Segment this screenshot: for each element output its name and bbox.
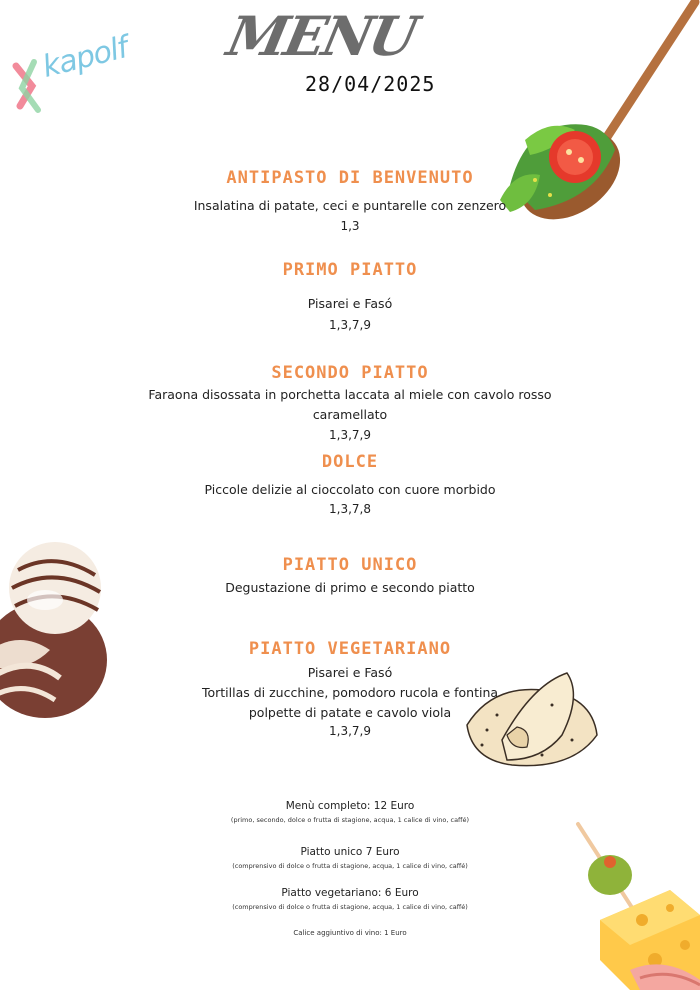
allergens-secondo: 1,3,7,9 [329,428,371,442]
chocolate-truffles-illustration [0,540,115,730]
page-title: MENU [221,4,421,68]
section-heading-primo: PRIMO PIATTO [282,260,418,280]
logo-text: kapolf [39,30,132,85]
section-heading-antipasto: ANTIPASTO DI BENVENUTO [226,168,474,188]
dish-primo: Pisarei e Fasó [307,296,393,311]
dish-antipasto: Insalatina di patate, ceci e puntarelle con zenzero [193,198,507,213]
price-piatto-unico-note: (comprensivo di dolce o frutta di stagione, acqua, 1 calice di vino, caffé) [232,862,468,870]
section-heading-dolce: DOLCE [321,452,379,472]
cheese-olive-skewer-illustration [570,820,700,990]
dish-dolce: Piccole delizie al cioccolato con cuore morbido [204,482,496,497]
price-menu-completo-note: (primo, secondo, dolce o frutta di stagione, acqua, 1 calice di vino, caffé) [230,816,470,824]
price-piatto-unico: Piatto unico 7 Euro [300,846,400,858]
dish-vegetariano-1: Pisarei e Fasó [307,665,393,680]
menu-date: 28/04/2025 [305,72,436,96]
price-piatto-vegetariano-note: (comprensivo di dolce o frutta di stagione, acqua, 1 calice di vino, caffé) [232,903,468,911]
price-menu-completo: Menù completo: 12 Euro [285,800,415,812]
allergens-antipasto: 1,3 [340,219,360,233]
price-piatto-vegetariano: Piatto vegetariano: 6 Euro [281,887,419,899]
tortilla-wrap-illustration [462,665,602,775]
section-heading-vegetariano: PIATTO VEGETARIANO [248,639,452,659]
allergens-vegetariano: 1,3,7,9 [329,724,371,738]
dish-secondo-line1: Faraona disossata in porchetta laccata al miele con cavolo rosso [148,387,552,402]
allergens-primo: 1,3,7,9 [329,318,371,332]
dish-vegetariano-3: polpette di patate e cavolo viola [248,705,452,720]
salad-spoon-illustration [495,0,700,225]
dish-unico: Degustazione di primo e secondo piatto [225,580,475,595]
allergens-dolce: 1,3,7,8 [329,502,371,516]
logo [12,18,132,108]
dish-vegetariano-2: Tortillas di zucchine, pomodoro rucola e fontina [201,685,499,700]
section-heading-secondo: SECONDO PIATTO [271,363,429,383]
section-heading-unico: PIATTO UNICO [282,555,418,575]
price-calice: Calice aggiuntivo di vino: 1 Euro [293,929,407,937]
dish-secondo-line2: caramellato [312,407,388,422]
